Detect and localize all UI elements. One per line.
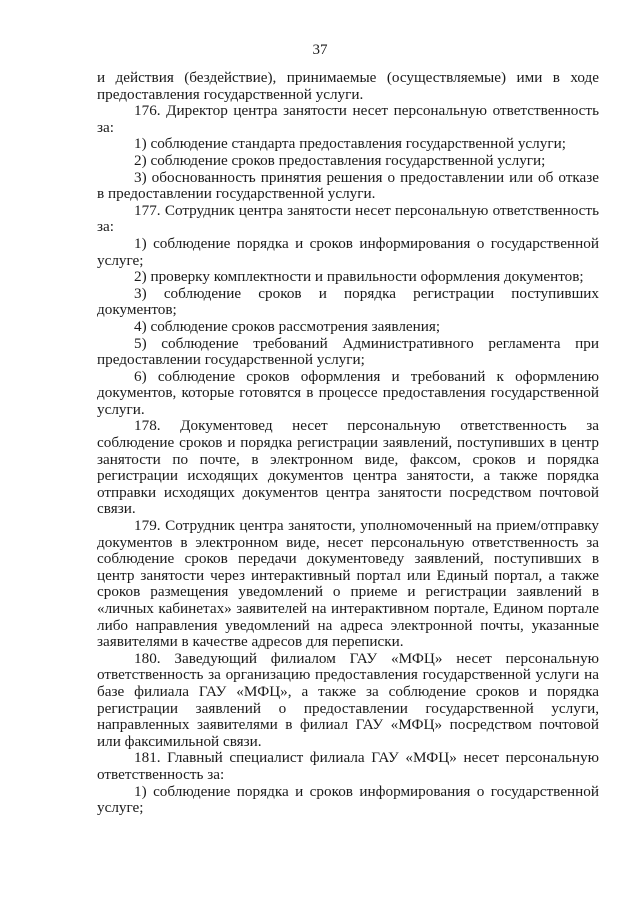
- document-body: [97, 70, 599, 817]
- paragraph: 6) соблюдение сроков оформления и требований к оформлению документов, которые готовятся в процессе предоставления государственной услуги.: [97, 367, 599, 418]
- paragraph: 1) соблюдение порядка и сроков информирования о государственной услуге;: [97, 234, 599, 269]
- paragraph: 177. Сотрудник центра занятости несет персональную ответственность за:: [97, 201, 599, 236]
- paragraph: 179. Сотрудник центра занятости, уполномоченный на прием/отправку документов в электронном виде, несет персональную ответственность за соблюдение сроков передачи документоведу заявлений, поступивших в центр занятости через интерактивный портал или Единый портал, а также сроков размещения уведомлений о приеме и регистрации заявлений в «личных кабинетах» заявителей на интерактивном портале, Едином портале либо направления уведомлений на адреса электронной почты, указанные заявителями в качестве адресов для переписки.: [97, 517, 599, 651]
- paragraph: 2) соблюдение сроков предоставления государственной услуги;: [134, 151, 546, 169]
- paragraph: 2) проверку комплектности и правильности оформления документов;: [134, 268, 584, 286]
- paragraph: 181. Главный специалист филиала ГАУ «МФЦ» несет персональную ответственность за:: [97, 749, 599, 783]
- paragraph: и действия (бездействие), принимаемые (осуществляемые) ими в ходе предоставления государственной услуги.: [97, 69, 599, 103]
- paragraph: 4) соблюдение сроков рассмотрения заявления;: [134, 317, 441, 335]
- paragraph: 176. Директор центра занятости несет персональную ответственность за:: [97, 102, 599, 136]
- page-number: 37: [312, 42, 328, 58]
- paragraph: 178. Документовед несет персональную ответственность за соблюдение сроков и порядка регистрации заявлений, поступивших в центр занятости по почте, в электронном виде, факсом, сроков и порядка регистрации исходящих документов центра занятости, а также порядка отправки исходящих документов центра занятости посредством почтовой связи.: [97, 417, 599, 518]
- paragraph: 180. Заведующий филиалом ГАУ «МФЦ» несет персональную ответственность за организацию предоставления государственной услуги на базе филиала ГАУ «МФЦ», а также за соблюдение сроков и порядка регистрации заявлений о предоставлении государственной услуги, направленных заявителями в филиал ГАУ «МФЦ» посредством почтовой или факсимильной связи.: [97, 649, 599, 750]
- paragraph: 1) соблюдение стандарта предоставления государственной услуги;: [134, 135, 566, 153]
- paragraph: 3) обоснованность принятия решения о предоставлении или об отказе в предоставлении государственной услуги.: [97, 168, 599, 203]
- paragraph: 5) соблюдение требований Административного регламента при предоставлении государственной услуги;: [97, 334, 599, 369]
- paragraph: 3) соблюдение сроков и порядка регистрации поступивших документов;: [97, 284, 599, 319]
- paragraph: 1) соблюдение порядка и сроков информирования о государственной услуге;: [97, 782, 599, 817]
